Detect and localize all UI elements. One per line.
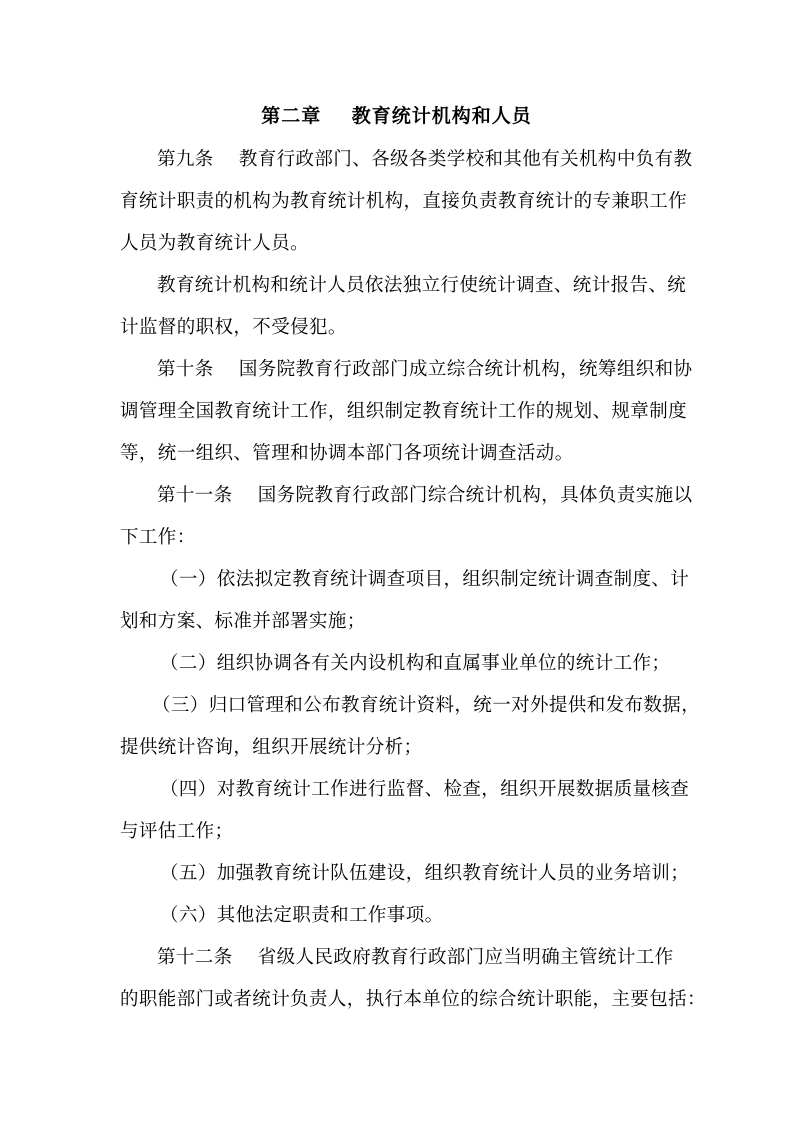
- text-line: 第十二条 省级人民政府教育行政部门应当明确主管统计工作: [157, 947, 674, 968]
- list-item: （六）其他法定职责和工作事项。: [160, 905, 444, 926]
- list-item: （二）组织协调各有关内设机构和直属事业单位的统计工作；: [160, 653, 671, 674]
- text-line: 的职能部门或者统计负责人，执行本单位的综合统计职能，主要包括：: [120, 989, 706, 1010]
- text-line: 计监督的职权，不受侵犯。: [120, 317, 347, 338]
- text-line: 划和方案、标准并部署实施；: [120, 611, 366, 632]
- text-line: 等，统一组织、管理和协调本部门各项统计调查活动。: [120, 443, 574, 464]
- text-line: 第十一条 国务院教育行政部门综合统计机构，具体负责实施以: [157, 485, 693, 506]
- text-line: 教育统计机构和统计人员依法独立行使统计调查、统计报告、统: [157, 275, 687, 296]
- text-line: 人员为教育统计人员。: [120, 233, 310, 254]
- text-line: 与评估工作；: [120, 821, 234, 842]
- list-item: （五）加强教育统计队伍建设，组织教育统计人员的业务培训；: [160, 863, 690, 884]
- chapter-title: 第二章 教育统计机构和人员: [261, 105, 532, 127]
- text-line: 调管理全国教育统计工作，组织制定教育统计工作的规划、规章制度: [120, 401, 688, 422]
- text-line: 下工作：: [120, 527, 196, 548]
- list-item: （一）依法拟定教育统计调查项目，组织制定统计调查制度、计: [160, 569, 690, 590]
- text-line: 第十条 国务院教育行政部门成立综合统计机构，统筹组织和协: [157, 359, 693, 380]
- text-line: 育统计职责的机构为教育统计机构，直接负责教育统计的专兼职工作: [120, 191, 688, 212]
- text-line: 提供统计咨询，组织开展统计分析；: [120, 737, 423, 758]
- list-item: （四）对教育统计工作进行监督、检查，组织开展数据质量核查: [160, 779, 690, 800]
- text-line: 第九条 教育行政部门、各级各类学校和其他有关机构中负有教: [157, 149, 693, 170]
- list-item: （三）归口管理和公布教育统计资料，统一对外提供和发布数据，: [152, 695, 701, 716]
